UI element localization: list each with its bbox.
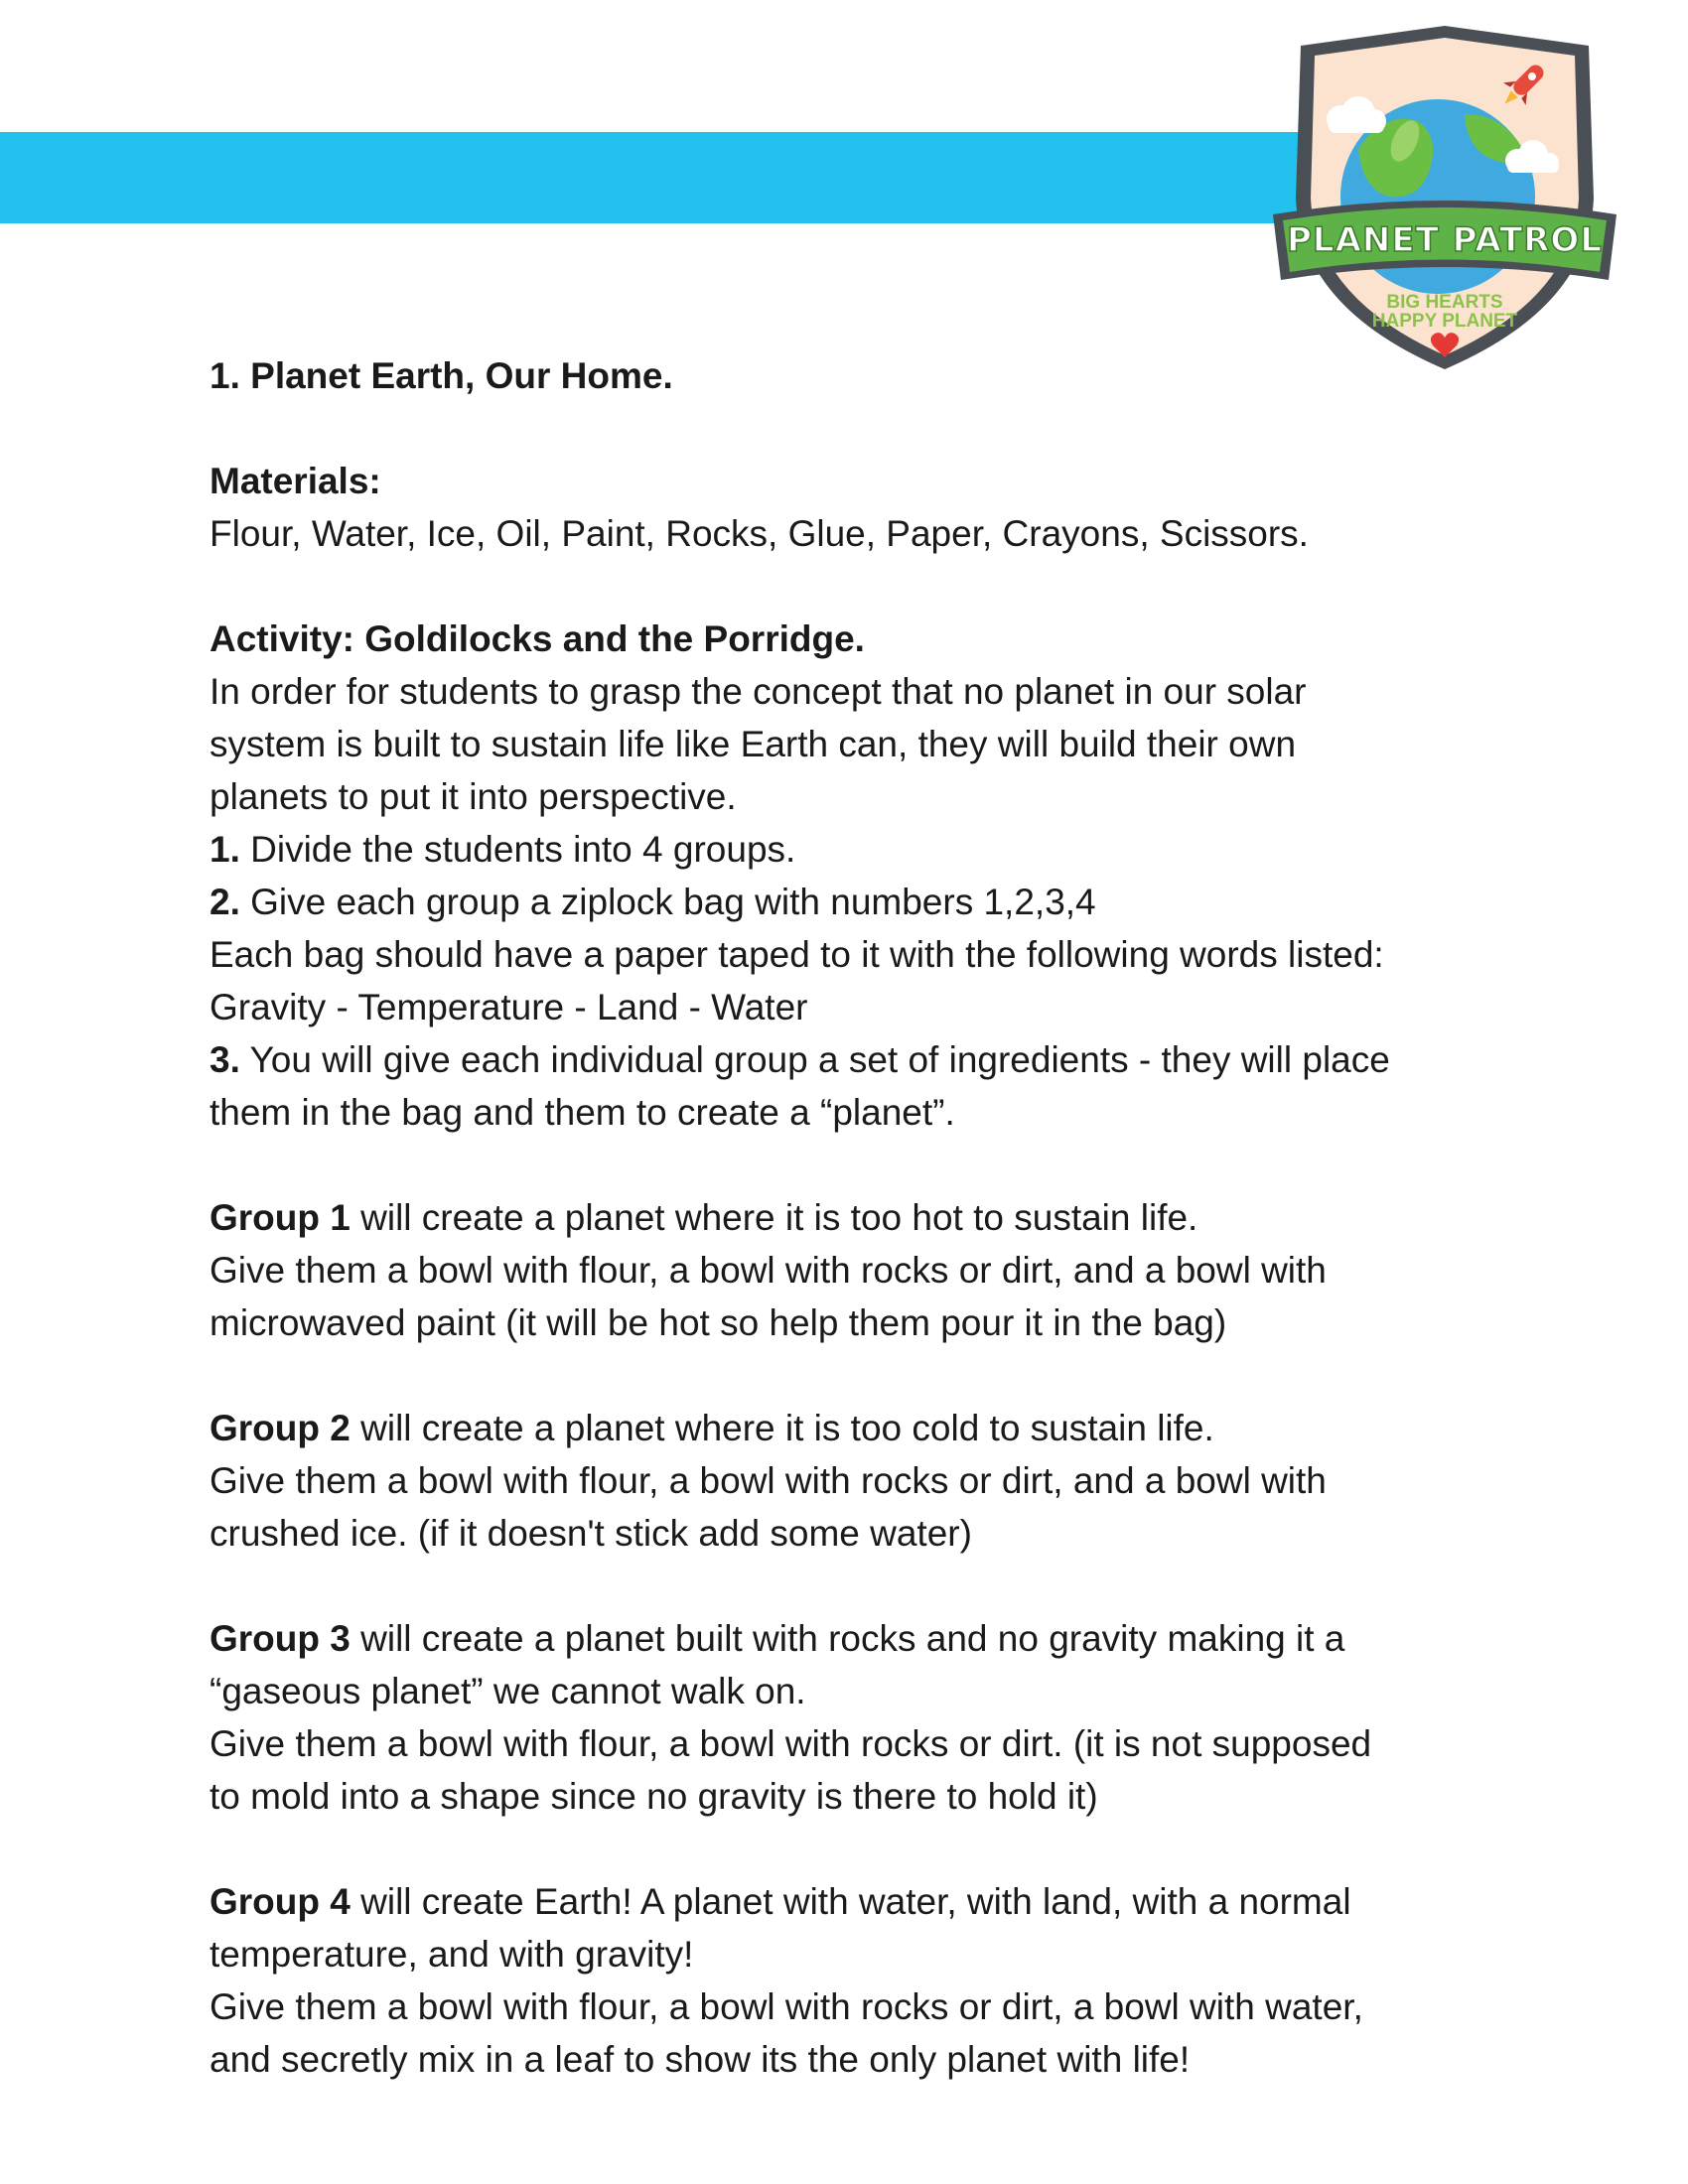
step-text: Give each group a ziplock bag with numbers 1,2,3,4 <box>239 882 1096 922</box>
group-label: Group 3 <box>210 1618 351 1659</box>
activity-title: Activity: Goldilocks and the Porridge. <box>210 618 865 659</box>
group-text: crushed ice. (if it doesn't stick add some water) <box>210 1513 972 1554</box>
step-2 <box>210 876 1500 928</box>
step-2-words: Gravity - Temperature - Land - Water <box>210 987 808 1027</box>
group-4-section <box>210 1875 1500 2086</box>
group-text: microwaved paint (it will be hot so help them pour it in the bag) <box>210 1302 1227 1343</box>
badge-tagline-1: BIG HEARTS <box>1386 292 1503 313</box>
step-3-continued: them in the bag and them to create a “planet”. <box>210 1092 955 1133</box>
group-text: will create a planet built with rocks and no gravity making it a <box>350 1618 1345 1659</box>
step-1 <box>210 823 1500 876</box>
step-2-note: Each bag should have a paper taped to it with the following words listed: <box>210 934 1384 975</box>
planet-patrol-badge <box>1271 20 1618 377</box>
step-3 <box>210 1033 1500 1086</box>
step-text: You will give each individual group a set of ingredients - they will place <box>239 1039 1390 1080</box>
group-text: Give them a bowl with flour, a bowl with rocks or dirt, a bowl with water, <box>210 1986 1363 2027</box>
lesson-content <box>210 349 1500 2086</box>
group-text: Give them a bowl with flour, a bowl with rocks or dirt, and a bowl with <box>210 1250 1327 1291</box>
group-text: “gaseous planet” we cannot walk on. <box>210 1671 806 1711</box>
group-text: and secretly mix in a leaf to show its the only planet with life! <box>210 2039 1191 2080</box>
step-number: 2. <box>210 882 240 922</box>
activity-intro-line: planets to put it into perspective. <box>210 776 737 817</box>
materials-text: Flour, Water, Ice, Oil, Paint, Rocks, Glue, Paper, Crayons, Scissors. <box>210 513 1309 554</box>
activity-intro-line: In order for students to grasp the concept that no planet in our solar <box>210 671 1307 712</box>
header-band <box>0 132 1321 223</box>
group-text: will create Earth! A planet with water, with land, with a normal <box>350 1881 1351 1922</box>
materials-label: Materials: <box>210 461 381 501</box>
group-text: Give them a bowl with flour, a bowl with rocks or dirt. (it is not supposed <box>210 1723 1372 1764</box>
step-number: 3. <box>210 1039 240 1080</box>
group-text: temperature, and with gravity! <box>210 1934 694 1975</box>
group-label: Group 4 <box>210 1881 351 1922</box>
badge-tagline-2: HAPPY PLANET <box>1371 311 1518 332</box>
lesson-heading: 1. Planet Earth, Our Home. <box>210 355 673 396</box>
group-label: Group 1 <box>210 1197 351 1238</box>
group-text: will create a planet where it is too cold to sustain life. <box>350 1408 1214 1448</box>
group-label: Group 2 <box>210 1408 351 1448</box>
activity-intro-line: system is built to sustain life like Earth can, they will build their own <box>210 724 1297 764</box>
badge-title: PLANET PATROL <box>1286 220 1604 260</box>
group-2-section <box>210 1402 1500 1560</box>
group-1-section <box>210 1191 1500 1349</box>
group-text: will create a planet where it is too hot to sustain life. <box>350 1197 1198 1238</box>
group-text: to mold into a shape since no gravity is there to hold it) <box>210 1776 1098 1817</box>
group-text: Give them a bowl with flour, a bowl with rocks or dirt, and a bowl with <box>210 1460 1327 1501</box>
step-number: 1. <box>210 829 240 870</box>
group-3-section <box>210 1612 1500 1823</box>
step-text: Divide the students into 4 groups. <box>239 829 796 870</box>
